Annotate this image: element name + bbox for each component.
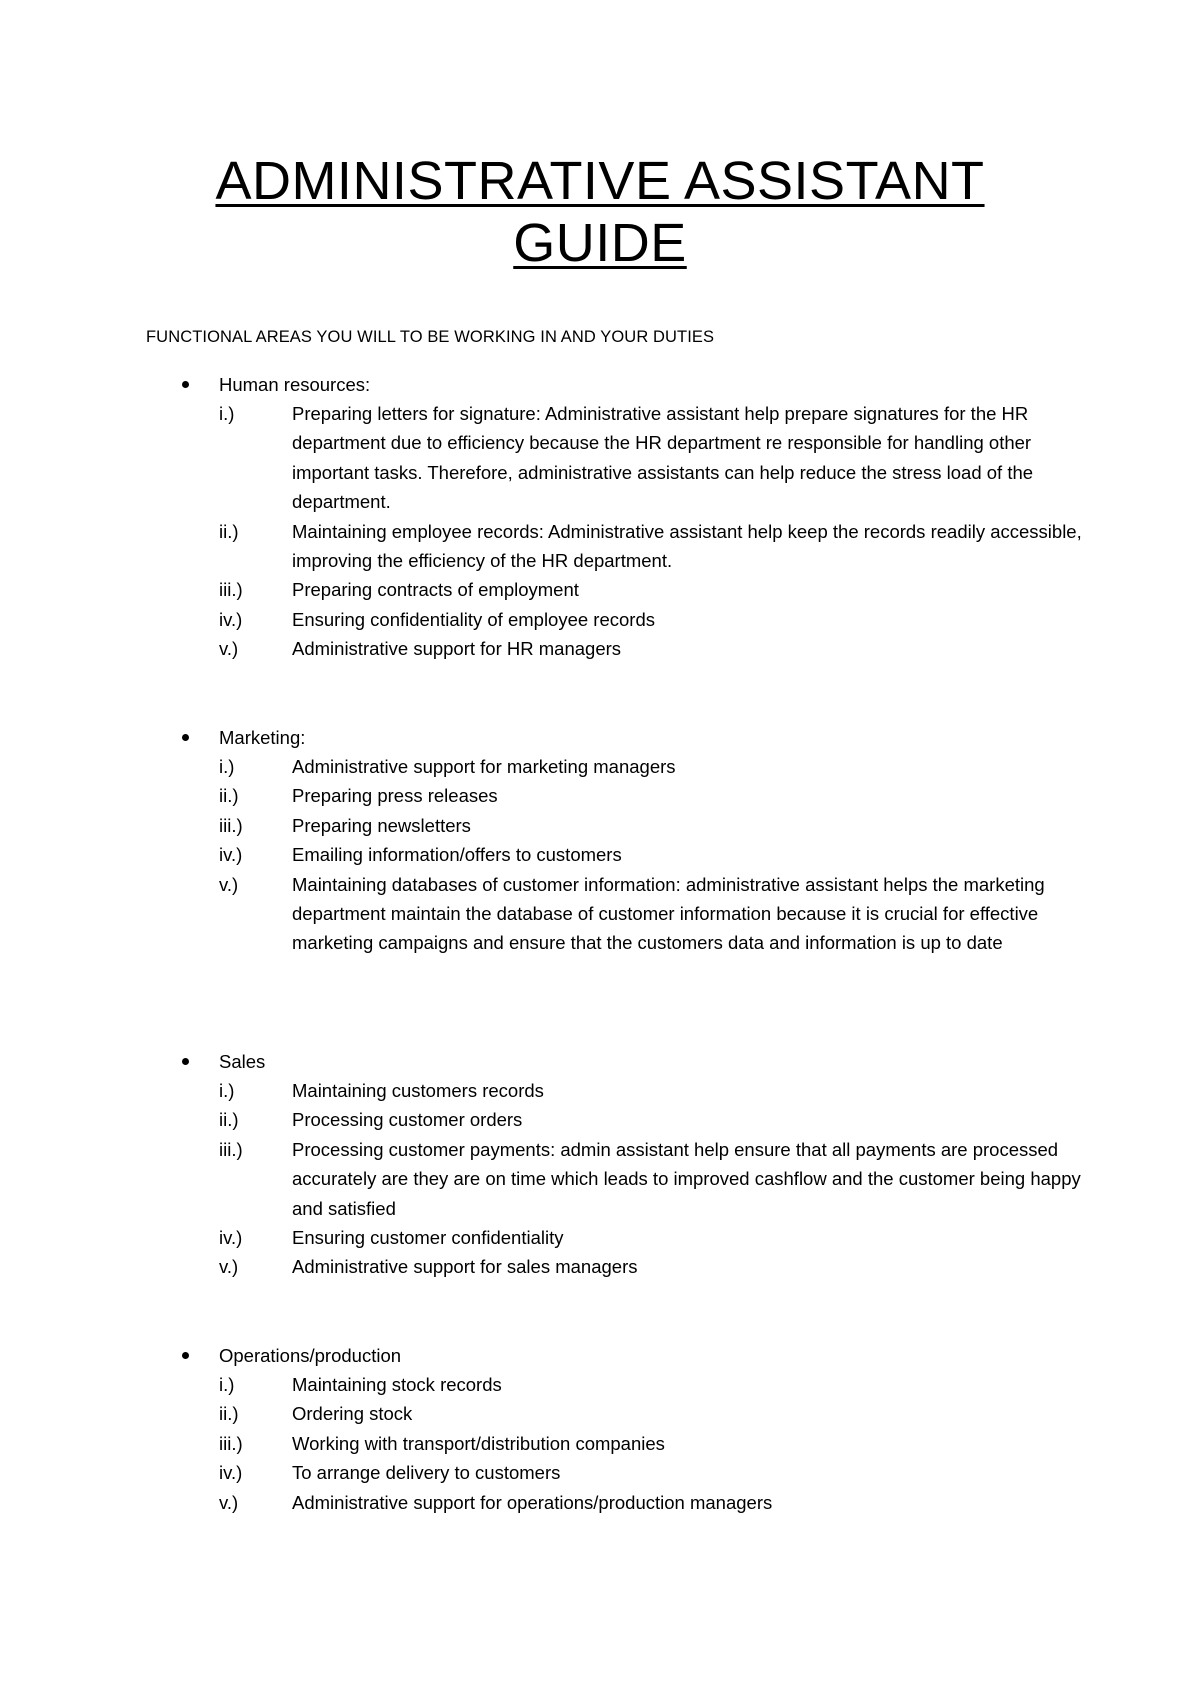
list-item <box>146 517 1082 576</box>
list-item-number: iv.) <box>219 1462 243 1484</box>
list-item-text: Processing customer orders <box>292 1109 523 1131</box>
list-item <box>146 605 1076 634</box>
list-item <box>146 575 1076 604</box>
list-item-number: i.) <box>219 1374 235 1395</box>
list-item-number: iv.) <box>219 844 243 866</box>
list-item-text: Ensuring customer confidentiality <box>292 1227 564 1249</box>
list-item-number: v.) <box>219 873 239 895</box>
list-item-text: Maintaining databases of customer information: administrative assistant helps the marketing department maintain the database of customer information because it is crucial for effective marketing campaigns and ensure that the customers data and information is up to date <box>292 873 1045 954</box>
list-item-text: Maintaining customers records <box>292 1080 544 1101</box>
list-item <box>146 781 1076 810</box>
list-item <box>146 1429 1076 1458</box>
list-item-text: Working with transport/distribution companies <box>292 1432 665 1454</box>
list-item-number: i.) <box>219 403 235 424</box>
section-marketing <box>146 723 1076 958</box>
list-item-text: Administrative support for marketing managers <box>292 756 676 777</box>
list-item-text: Ensuring confidentiality of employee records <box>292 608 655 630</box>
list-item <box>146 1105 1076 1134</box>
list-item-text: Ordering stock <box>292 1403 413 1425</box>
list-item-text: Administrative support for sales managers <box>292 1256 638 1278</box>
list-item-number: ii.) <box>219 785 239 807</box>
list-item-text: Preparing newsletters <box>292 814 471 836</box>
list-item-number: iii.) <box>219 579 243 601</box>
list-item <box>146 840 1076 869</box>
list-item-text: Administrative support for HR managers <box>292 638 622 660</box>
list-item <box>146 1076 1076 1105</box>
list-item-number: iv.) <box>219 608 243 630</box>
section-heading <box>146 370 1076 399</box>
list-item-text: Maintaining employee records: Administrative assistant help keep the records readily accessible, improving the efficiency of the HR department. <box>292 520 1082 572</box>
section-heading <box>146 723 1076 752</box>
list-item <box>146 1370 1076 1399</box>
list-item-text: Processing customer payments: admin assistant help ensure that all payments are processed accurately are they are on time which leads to improved cashflow and the customer being happy and satisfied <box>292 1138 1081 1219</box>
list-item-number: iii.) <box>219 1432 243 1454</box>
list-item <box>146 1135 1081 1223</box>
list-item-number: v.) <box>219 1256 239 1278</box>
list-item-number: v.) <box>219 1491 239 1513</box>
list-item-number: i.) <box>219 1080 235 1101</box>
list-item <box>146 1458 1076 1487</box>
list-item-number: v.) <box>219 638 239 660</box>
bullet-icon <box>182 1352 189 1359</box>
section-heading-text: Operations/production <box>219 1345 402 1366</box>
bullet-icon <box>182 381 189 388</box>
list-item <box>146 399 1076 517</box>
section-operations-production <box>146 1341 1076 1517</box>
section-heading-text: Sales <box>219 1051 266 1072</box>
document-subtitle: FUNCTIONAL AREAS YOU WILL TO BE WORKING IN AND YOUR DUTIES <box>146 328 715 346</box>
list-item-text: To arrange delivery to customers <box>292 1462 561 1484</box>
list-item-text: Maintaining stock records <box>292 1374 502 1395</box>
bullet-icon <box>182 1058 189 1065</box>
section-heading <box>146 1047 1076 1076</box>
section-heading-text: Human resources: <box>219 374 371 395</box>
title-line-1: ADMINISTRATIVE ASSISTANT <box>215 151 985 211</box>
section-heading <box>146 1341 1076 1370</box>
list-item-number: ii.) <box>219 1109 239 1131</box>
list-item-text: Preparing letters for signature: Administrative assistant help prepare signatures for the HR department due to efficiency because the HR department re responsible for handling other important tasks. Therefore, administrative assistants can help reduce the stress load of the department. <box>292 403 1034 513</box>
list-item <box>146 1223 1076 1252</box>
section-sales <box>146 1047 1081 1282</box>
list-item <box>146 634 1076 663</box>
section-heading-text: Marketing: <box>219 727 306 748</box>
list-item-number: iii.) <box>219 814 243 836</box>
title-line-2: GUIDE <box>513 213 687 273</box>
list-item-number: ii.) <box>219 520 239 542</box>
list-item <box>146 870 1076 958</box>
list-item-text: Administrative support for operations/production managers <box>292 1491 773 1513</box>
list-item-number: i.) <box>219 756 235 777</box>
list-item-text: Preparing press releases <box>292 785 498 807</box>
list-item-number: iv.) <box>219 1227 243 1249</box>
list-item <box>146 752 1076 781</box>
list-item-number: iii.) <box>219 1138 243 1160</box>
list-item-number: ii.) <box>219 1403 239 1425</box>
list-item-text: Preparing contracts of employment <box>292 579 579 601</box>
list-item-text: Emailing information/offers to customers <box>292 844 622 866</box>
list-item <box>146 1488 1076 1517</box>
list-item <box>146 1399 1076 1428</box>
document-title <box>0 150 1200 274</box>
list-item <box>146 1252 1076 1281</box>
section-human-resources <box>146 370 1082 664</box>
list-item <box>146 811 1076 840</box>
bullet-icon <box>182 734 189 741</box>
